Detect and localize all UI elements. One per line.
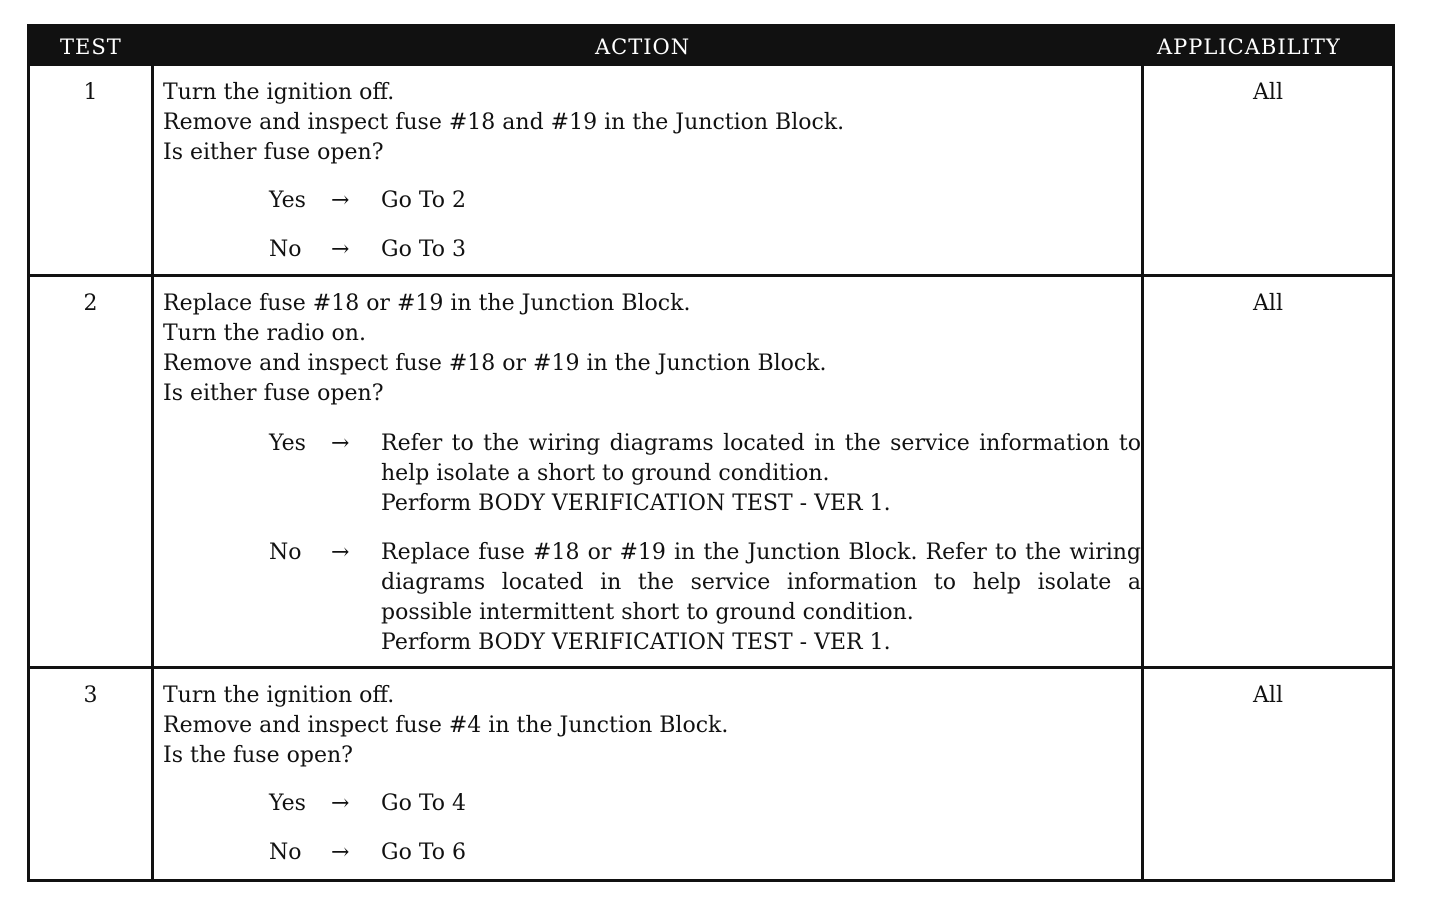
action-cell <box>163 289 1141 658</box>
no-label: No <box>269 840 302 865</box>
action-line: Turn the radio on. <box>163 321 366 346</box>
yes-branch <box>269 789 1141 819</box>
arrow-right-icon: → <box>331 188 350 213</box>
yes-result-verify: Perform BODY VERIFICATION TEST - VER 1. <box>381 491 891 516</box>
header-applicability: APPLICABILITY <box>1157 35 1341 59</box>
header-test: TEST <box>60 35 122 59</box>
action-cell <box>163 681 1141 868</box>
no-branch <box>269 838 1141 868</box>
action-line: Turn the ignition off. <box>163 683 395 708</box>
no-result-verify: Perform BODY VERIFICATION TEST - VER 1. <box>381 630 891 655</box>
action-line: Replace fuse #18 or #19 in the Junction Block. <box>163 291 691 316</box>
action-line: Is either fuse open? <box>163 381 384 406</box>
arrow-right-icon: → <box>331 840 350 865</box>
no-result: Go To 3 <box>381 237 467 262</box>
arrow-right-icon: → <box>331 791 350 816</box>
action-line: Is either fuse open? <box>163 140 384 165</box>
test-number: 1 <box>83 80 98 105</box>
table-header <box>30 27 1392 66</box>
yes-result: Go To 2 <box>381 188 467 213</box>
applicability-cell: All <box>1253 683 1283 708</box>
no-branch <box>269 235 1141 265</box>
diagnostic-test-table <box>27 24 1395 882</box>
applicability-cell: All <box>1253 291 1283 316</box>
yes-result: Go To 4 <box>381 791 467 816</box>
arrow-right-icon: → <box>331 237 350 262</box>
test-number: 3 <box>83 683 98 708</box>
no-label: No <box>269 540 302 565</box>
yes-label: Yes <box>269 431 306 456</box>
test-number: 2 <box>83 291 98 316</box>
no-label: No <box>269 237 302 262</box>
action-line: Turn the ignition off. <box>163 80 395 105</box>
table-row <box>30 669 1392 879</box>
yes-branch <box>269 429 1141 519</box>
arrow-right-icon: → <box>331 540 350 565</box>
no-branch <box>269 538 1141 658</box>
action-line: Is the fuse open? <box>163 743 353 768</box>
applicability-cell: All <box>1253 80 1283 105</box>
action-line: Remove and inspect fuse #18 and #19 in the Junction Block. <box>163 110 845 135</box>
yes-label: Yes <box>269 188 306 213</box>
action-cell <box>163 78 1141 265</box>
table-row <box>30 277 1392 669</box>
yes-label: Yes <box>269 791 306 816</box>
no-result: Go To 6 <box>381 840 467 865</box>
header-action: ACTION <box>595 35 691 59</box>
action-line: Remove and inspect fuse #18 or #19 in the Junction Block. <box>163 351 827 376</box>
yes-result: Refer to the wiring diagrams located in the service information to help isolate a short to ground condition. <box>381 431 1141 486</box>
yes-branch <box>269 186 1141 216</box>
table-row <box>30 66 1392 277</box>
arrow-right-icon: → <box>331 431 350 456</box>
no-result: Replace fuse #18 or #19 in the Junction Block. Refer to the wiring diagrams located in the service information to help isolate a possible intermittent short to ground condition. <box>381 540 1141 625</box>
action-line: Remove and inspect fuse #4 in the Junction Block. <box>163 713 729 738</box>
